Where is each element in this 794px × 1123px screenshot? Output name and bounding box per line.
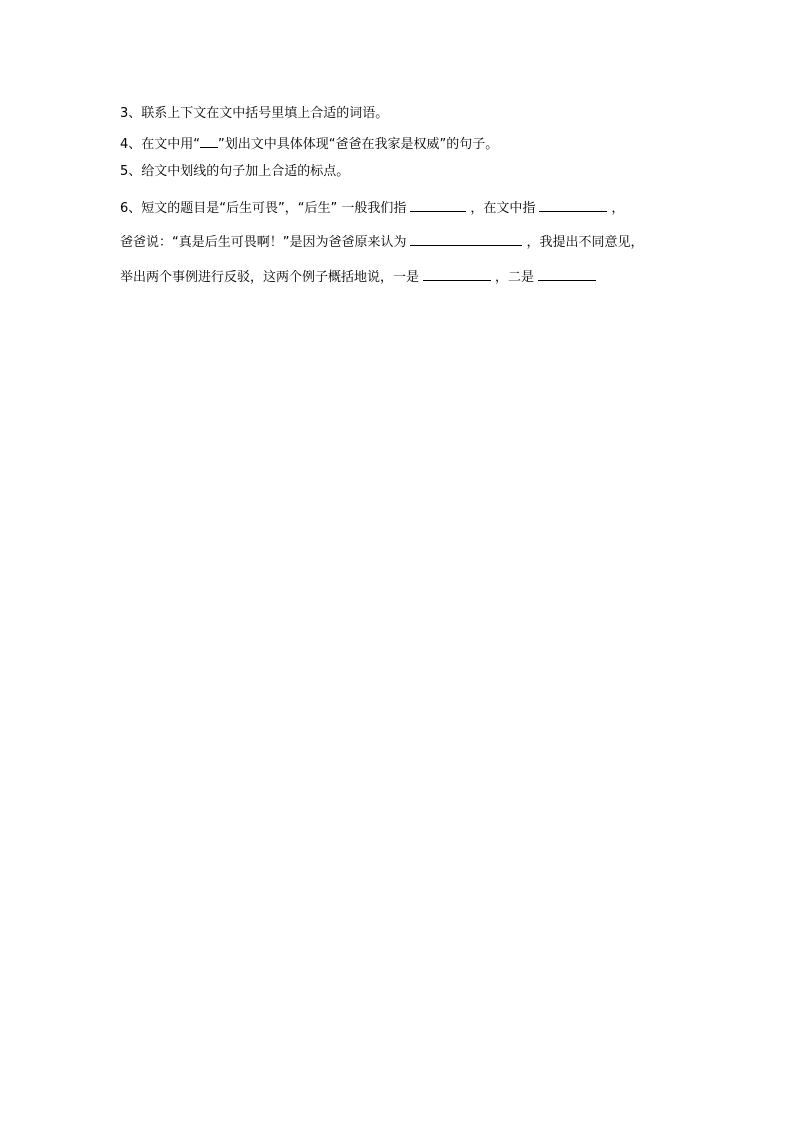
underline-mark [200, 135, 218, 148]
question-6-line1-part-b: ，在文中指 [470, 201, 536, 216]
answer-blank-3[interactable] [410, 233, 522, 246]
question-4 [120, 135, 498, 153]
question-6-line3-part-b: ，二是 [495, 270, 535, 285]
answer-blank-4[interactable] [423, 268, 491, 281]
question-5 [120, 164, 349, 180]
question-3 [120, 106, 388, 122]
question-5-text: 5、给文中划线的句子加上合适的标点。 [120, 164, 350, 179]
question-6-line-3 [120, 268, 600, 286]
question-6-line-2 [120, 233, 644, 251]
answer-blank-5[interactable] [538, 268, 596, 281]
question-6-line-1 [120, 199, 624, 217]
question-6-line3-part-a: 举出两个事例进行反驳，这两个例子概括地说，一是 [120, 270, 420, 285]
question-6-line1-part-a: 6、短文的题目是“后生可畏”，“后生” 一般我们指 [120, 201, 407, 216]
question-3-text: 3、联系上下文在文中括号里填上合适的词语。 [120, 106, 389, 121]
question-6-line2-part-a: 爸爸说：“真是后生可畏啊！”是因为爸爸原来认为 [120, 235, 407, 250]
question-4-suffix: ”划出文中具体体现“爸爸在我家是权威”的句子。 [218, 137, 499, 152]
answer-blank-1[interactable] [410, 199, 466, 212]
question-6-line1-part-c: ， [611, 201, 625, 216]
question-6-line2-part-b: ，我提出不同意见， [526, 235, 644, 250]
question-4-prefix: 4、在文中用“ [120, 137, 201, 152]
answer-blank-2[interactable] [539, 199, 607, 212]
